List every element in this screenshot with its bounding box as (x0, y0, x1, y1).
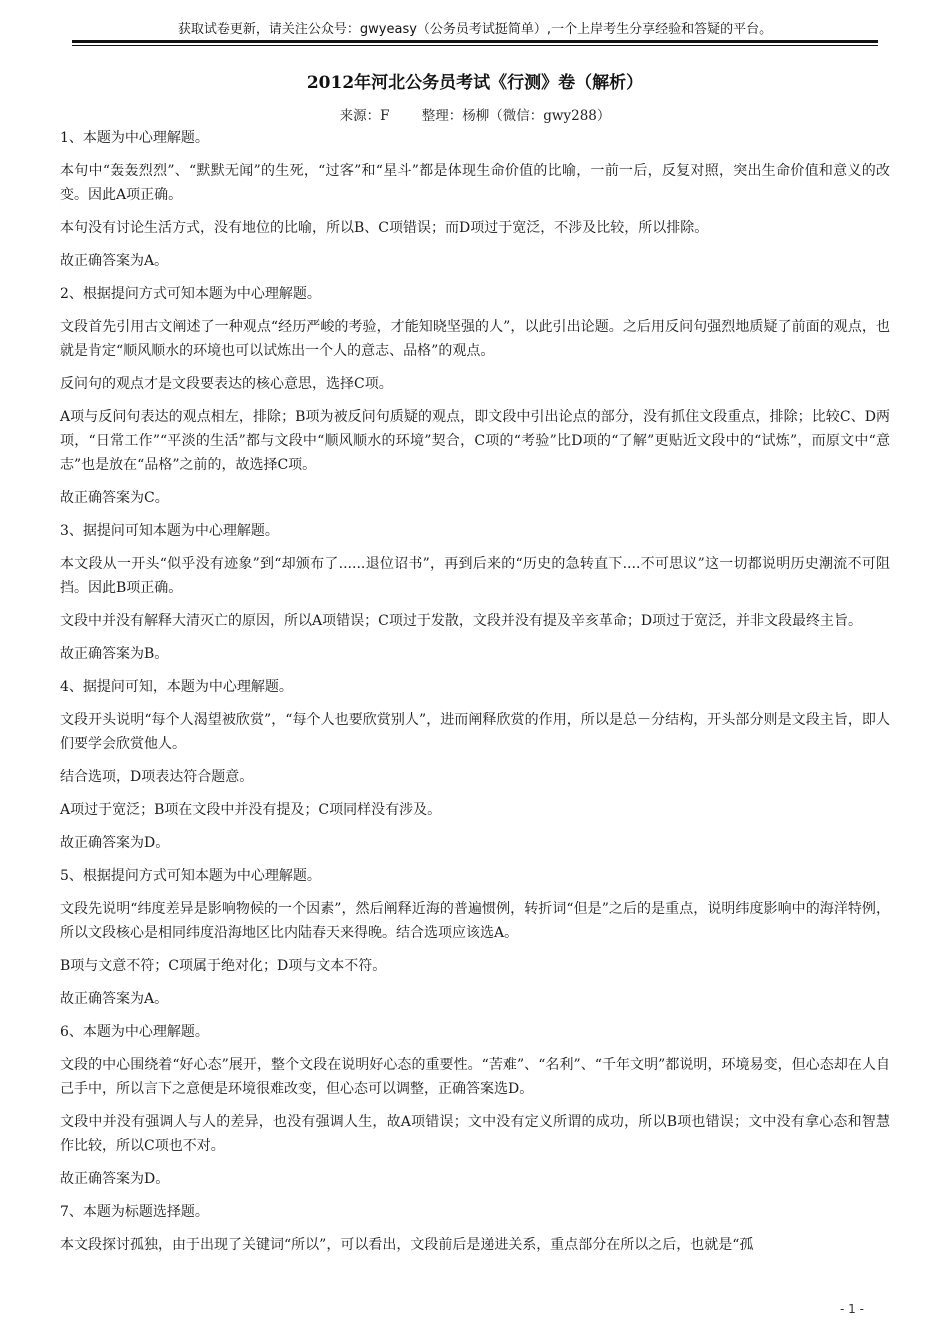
paragraph: 6、本题为中心理解题。 (60, 1024, 209, 1040)
paragraph: A项与反问句表达的观点相左，排除；B项为被反问句质疑的观点，即文段中引出论点的部分，没有抓住文段重点，排除；比较C、D两项，“日常工作”“平淡的生活”都与文段中“顺风顺水的环境”契合，C项的“考验”比D项的“了解”更贴近文段中的“试炼”，而原文中“意志”也是放在“品格”之前的，故选择C项。 (60, 409, 890, 473)
paragraph: 故正确答案为D。 (60, 835, 170, 851)
paragraph: B项与文意不符；C项属于绝对化；D项与文本不符。 (60, 958, 387, 974)
paragraph: 文段中并没有强调人与人的差异，也没有强调人生，故A项错误；文中没有定义所谓的成功，所以B项也错误；文中没有拿心态和智慧作比较，所以C项也不对。 (60, 1114, 890, 1154)
header-rule-thick (72, 40, 878, 43)
paragraph: 故正确答案为A。 (60, 253, 169, 269)
paragraph: 故正确答案为B。 (60, 646, 169, 662)
paragraph: 2、根据提问方式可知本题为中心理解题。 (60, 286, 321, 302)
paragraph: 本句中“轰轰烈烈”、“默默无闻”的生死，“过客”和“星斗”都是体现生命价值的比喻，一前一后，反复对照，突出生命价值和意义的改变。因此A项正确。 (60, 163, 890, 203)
paragraph: 文段开头说明“每个人渴望被欣赏”，“每个人也要欣赏别人”，进而阐释欣赏的作用，所以是总－分结构，开头部分则是文段主旨，即人们要学会欣赏他人。 (60, 712, 890, 752)
paragraph: 文段首先引用古文阐述了一种观点“经历严峻的考验，才能知晓坚强的人”，以此引出论题。之后用反问句强烈地质疑了前面的观点，也就是肯定“顺风顺水的环境也可以试炼出一个人的意志、品格”的观点。 (60, 319, 890, 359)
document-title: 2012年河北公务员考试《行测》卷（解析） (306, 73, 644, 93)
paragraph: 故正确答案为C。 (60, 490, 169, 506)
paragraph: 1、本题为中心理解题。 (60, 130, 209, 146)
paragraph: 本文段探讨孤独，由于出现了关键词“所以”，可以看出，文段前后是递进关系，重点部分在所以之后，也就是“孤 (60, 1237, 754, 1253)
paragraph: 故正确答案为A。 (60, 991, 169, 1007)
paragraph: A项过于宽泛；B项在文段中并没有提及；C项同样没有涉及。 (60, 802, 442, 818)
paragraph: 本文段从一开头“似乎没有迹象”到“却颁布了......退位诏书”，再到后来的“历史的急转直下....不可思议”这一切都说明历史潮流不可阻挡。因此B项正确。 (60, 556, 890, 596)
paragraph: 故正确答案为D。 (60, 1171, 170, 1187)
paragraph: 文段中并没有解释大清灭亡的原因，所以A项错误；C项过于发散，文段并没有提及辛亥革命；D项过于宽泛，并非文段最终主旨。 (60, 613, 863, 629)
paragraph: 文段先说明“纬度差异是影响物候的一个因素”，然后阐释近海的普遍惯例，转折词“但是”之后的是重点，说明纬度影响中的海洋特例，所以文段核心是相同纬度沿海地区比内陆春天来得晚。结合选项应该选A。 (60, 901, 890, 941)
source-label: 来源：F (339, 108, 390, 124)
page-number: - 1 - (840, 1302, 864, 1316)
header-rule-thin (72, 45, 878, 46)
paragraph: 文段的中心围绕着“好心态”展开，整个文段在说明好心态的重要性。“苦难”、“名利”、“千年文明”都说明，环境易变，但心态却在人自己手中，所以言下之意便是环境很难改变，但心态可以调整，正确答案选D。 (60, 1057, 890, 1097)
paragraph: 本句没有讨论生活方式，没有地位的比喻，所以B、C项错误；而D项过于宽泛，不涉及比较，所以排除。 (60, 220, 709, 236)
paragraph: 反问句的观点才是文段要表达的核心意思，选择C项。 (60, 376, 393, 392)
document-body (60, 126, 890, 1266)
paragraph: 3、据提问可知本题为中心理解题。 (60, 523, 279, 539)
organizer-label: 整理：杨柳（微信：gwy288） (421, 108, 611, 124)
page-header: 获取试卷更新，请关注公众号：gwyeasy（公务员考试挺简单）,一个上岸考生分享经验和答疑的平台。 (177, 22, 773, 37)
paragraph: 结合选项，D项表达符合题意。 (60, 769, 254, 785)
document-source-line (60, 104, 890, 124)
paragraph: 7、本题为标题选择题。 (60, 1204, 209, 1220)
paragraph: 5、根据提问方式可知本题为中心理解题。 (60, 868, 321, 884)
paragraph: 4、据提问可知，本题为中心理解题。 (60, 679, 293, 695)
